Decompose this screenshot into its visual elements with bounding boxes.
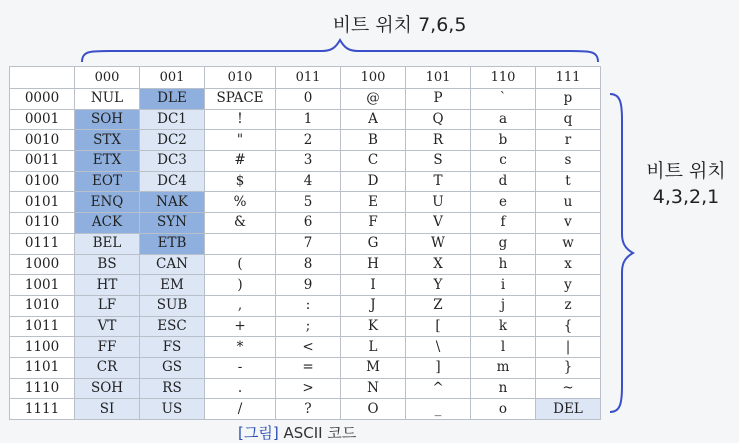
table-cell: (: [205, 254, 276, 275]
table-cell: |: [536, 337, 601, 358]
table-cell: NAK: [140, 192, 205, 213]
table-cell: a: [471, 109, 536, 130]
table-cell: SOH: [75, 378, 140, 399]
table-cell: CR: [75, 357, 140, 378]
table-row: [10, 213, 601, 234]
table-cell: SI: [75, 399, 140, 420]
column-header: 100: [341, 67, 406, 89]
table-cell: k: [471, 316, 536, 337]
table-cell: z: [536, 295, 601, 316]
row-header: 0001: [10, 109, 75, 130]
table-cell: DC4: [140, 171, 205, 192]
table-cell: #: [205, 151, 276, 172]
table-cell: %: [205, 192, 276, 213]
table-cell: ]: [406, 357, 471, 378]
table-cell: +: [205, 316, 276, 337]
table-cell: 4: [276, 171, 341, 192]
table-cell: SUB: [140, 295, 205, 316]
table-cell: ACK: [75, 213, 140, 234]
table-row: [10, 109, 601, 130]
table-cell: u: [536, 192, 601, 213]
table-cell: ): [205, 275, 276, 296]
row-header: 1100: [10, 337, 75, 358]
table-cell: `: [471, 89, 536, 110]
row-header: 1001: [10, 275, 75, 296]
table-cell: SPACE: [205, 89, 276, 110]
table-cell: =: [276, 357, 341, 378]
table-row: [10, 233, 601, 254]
table-cell: 1: [276, 109, 341, 130]
table-cell: U: [406, 192, 471, 213]
table-cell: {: [536, 316, 601, 337]
table-cell: SOH: [75, 109, 140, 130]
row-header: 1101: [10, 357, 75, 378]
table-cell: FS: [140, 337, 205, 358]
table-cell: DEL: [536, 399, 601, 420]
table-cell: m: [471, 357, 536, 378]
column-header-row: [10, 67, 601, 89]
table-cell: $: [205, 171, 276, 192]
table-cell: ~: [536, 378, 601, 399]
table-cell: N: [341, 378, 406, 399]
table-cell: O: [341, 399, 406, 420]
table-cell: ": [205, 130, 276, 151]
table-cell: CAN: [140, 254, 205, 275]
table-cell: e: [471, 192, 536, 213]
table-cell: q: [536, 109, 601, 130]
table-cell: RS: [140, 378, 205, 399]
row-header: 0011: [10, 151, 75, 172]
table-cell: }: [536, 357, 601, 378]
table-cell: ^: [406, 378, 471, 399]
table-cell: M: [341, 357, 406, 378]
table-row: [10, 357, 601, 378]
table-cell: x: [536, 254, 601, 275]
table-cell: ETB: [140, 233, 205, 254]
table-corner: [10, 67, 75, 89]
table-cell: -: [205, 357, 276, 378]
table-cell: ENQ: [75, 192, 140, 213]
table-cell: BEL: [75, 233, 140, 254]
table-cell: [: [406, 316, 471, 337]
table-cell: 7: [276, 233, 341, 254]
table-cell: W: [406, 233, 471, 254]
table-cell: P: [406, 89, 471, 110]
table-cell: C: [341, 151, 406, 172]
table-cell: VT: [75, 316, 140, 337]
table-cell: J: [341, 295, 406, 316]
table-cell: ?: [276, 399, 341, 420]
column-header: 001: [140, 67, 205, 89]
table-cell: STX: [75, 130, 140, 151]
table-cell: ETX: [75, 151, 140, 172]
table-cell: h: [471, 254, 536, 275]
bit-position-right-label: 비트 위치 4,3,2,1: [646, 160, 726, 208]
table-cell: p: [536, 89, 601, 110]
top-brace: [80, 38, 600, 68]
table-cell: y: [536, 275, 601, 296]
table-row: [10, 378, 601, 399]
table-cell: K: [341, 316, 406, 337]
table-row: [10, 337, 601, 358]
table-cell: LF: [75, 295, 140, 316]
column-header: 111: [536, 67, 601, 89]
table-cell: GS: [140, 357, 205, 378]
table-cell: d: [471, 171, 536, 192]
table-cell: \: [406, 337, 471, 358]
column-header: 101: [406, 67, 471, 89]
table-cell: EOT: [75, 171, 140, 192]
table-cell: EM: [140, 275, 205, 296]
column-header: 011: [276, 67, 341, 89]
table-cell: 2: [276, 130, 341, 151]
table-cell: Y: [406, 275, 471, 296]
table-cell: V: [406, 213, 471, 234]
table-cell: Z: [406, 295, 471, 316]
table-cell: H: [341, 254, 406, 275]
row-header: 1110: [10, 378, 75, 399]
table-cell: .: [205, 378, 276, 399]
table-cell: w: [536, 233, 601, 254]
table-cell: DC2: [140, 130, 205, 151]
table-cell: /: [205, 399, 276, 420]
table-cell: T: [406, 171, 471, 192]
table-cell: *: [205, 337, 276, 358]
table-cell: @: [341, 89, 406, 110]
table-row: [10, 171, 601, 192]
table-row: [10, 89, 601, 110]
table-row: [10, 130, 601, 151]
table-cell: >: [276, 378, 341, 399]
table-cell: 8: [276, 254, 341, 275]
table-cell: o: [471, 399, 536, 420]
table-cell: <: [276, 337, 341, 358]
table-row: [10, 399, 601, 420]
table-cell: v: [536, 213, 601, 234]
table-cell: ,: [205, 295, 276, 316]
table-cell: t: [536, 171, 601, 192]
table-cell: F: [341, 213, 406, 234]
table-row: [10, 316, 601, 337]
table-cell: !: [205, 109, 276, 130]
row-header: 0100: [10, 171, 75, 192]
table-cell: i: [471, 275, 536, 296]
row-header: 0111: [10, 233, 75, 254]
table-row: [10, 275, 601, 296]
bit-position-top-label: 비트 위치 7,6,5: [332, 14, 467, 36]
table-cell: US: [140, 399, 205, 420]
table-cell: A: [341, 109, 406, 130]
row-header: 0101: [10, 192, 75, 213]
table-cell: b: [471, 130, 536, 151]
table-cell: ;: [276, 316, 341, 337]
column-header: 010: [205, 67, 276, 89]
column-header: 000: [75, 67, 140, 89]
column-header: 110: [471, 67, 536, 89]
table-cell: SYN: [140, 213, 205, 234]
row-header: 1011: [10, 316, 75, 337]
right-brace: [606, 92, 636, 414]
table-cell: S: [406, 151, 471, 172]
table-cell: DC1: [140, 109, 205, 130]
row-header: 1111: [10, 399, 75, 420]
table-cell: B: [341, 130, 406, 151]
table-cell: _: [406, 399, 471, 420]
row-header: 0010: [10, 130, 75, 151]
table-cell: l: [471, 337, 536, 358]
table-cell: &: [205, 213, 276, 234]
table-cell: BS: [75, 254, 140, 275]
table-cell: 6: [276, 213, 341, 234]
table-cell: c: [471, 151, 536, 172]
figure-caption: [그림] ASCII 코드: [238, 424, 357, 442]
row-header: 1000: [10, 254, 75, 275]
table-cell: HT: [75, 275, 140, 296]
table-cell: E: [341, 192, 406, 213]
table-cell: ESC: [140, 316, 205, 337]
table-cell: 0: [276, 89, 341, 110]
table-cell: s: [536, 151, 601, 172]
table-cell: g: [471, 233, 536, 254]
table-cell: [205, 233, 276, 254]
table-cell: L: [341, 337, 406, 358]
table-row: [10, 192, 601, 213]
row-header: 1010: [10, 295, 75, 316]
row-header: 0110: [10, 213, 75, 234]
table-row: [10, 254, 601, 275]
row-header: 0000: [10, 89, 75, 110]
table-cell: :: [276, 295, 341, 316]
table-cell: I: [341, 275, 406, 296]
table-cell: j: [471, 295, 536, 316]
table-cell: X: [406, 254, 471, 275]
table-cell: n: [471, 378, 536, 399]
table-cell: NUL: [75, 89, 140, 110]
table-row: [10, 295, 601, 316]
table-cell: 5: [276, 192, 341, 213]
table-cell: DLE: [140, 89, 205, 110]
table-cell: 9: [276, 275, 341, 296]
table-cell: FF: [75, 337, 140, 358]
table-cell: DC3: [140, 151, 205, 172]
ascii-table: [9, 66, 601, 420]
table-cell: D: [341, 171, 406, 192]
table-row: [10, 151, 601, 172]
table-cell: G: [341, 233, 406, 254]
table-cell: 3: [276, 151, 341, 172]
table-cell: Q: [406, 109, 471, 130]
table-cell: f: [471, 213, 536, 234]
table-cell: R: [406, 130, 471, 151]
table-cell: r: [536, 130, 601, 151]
